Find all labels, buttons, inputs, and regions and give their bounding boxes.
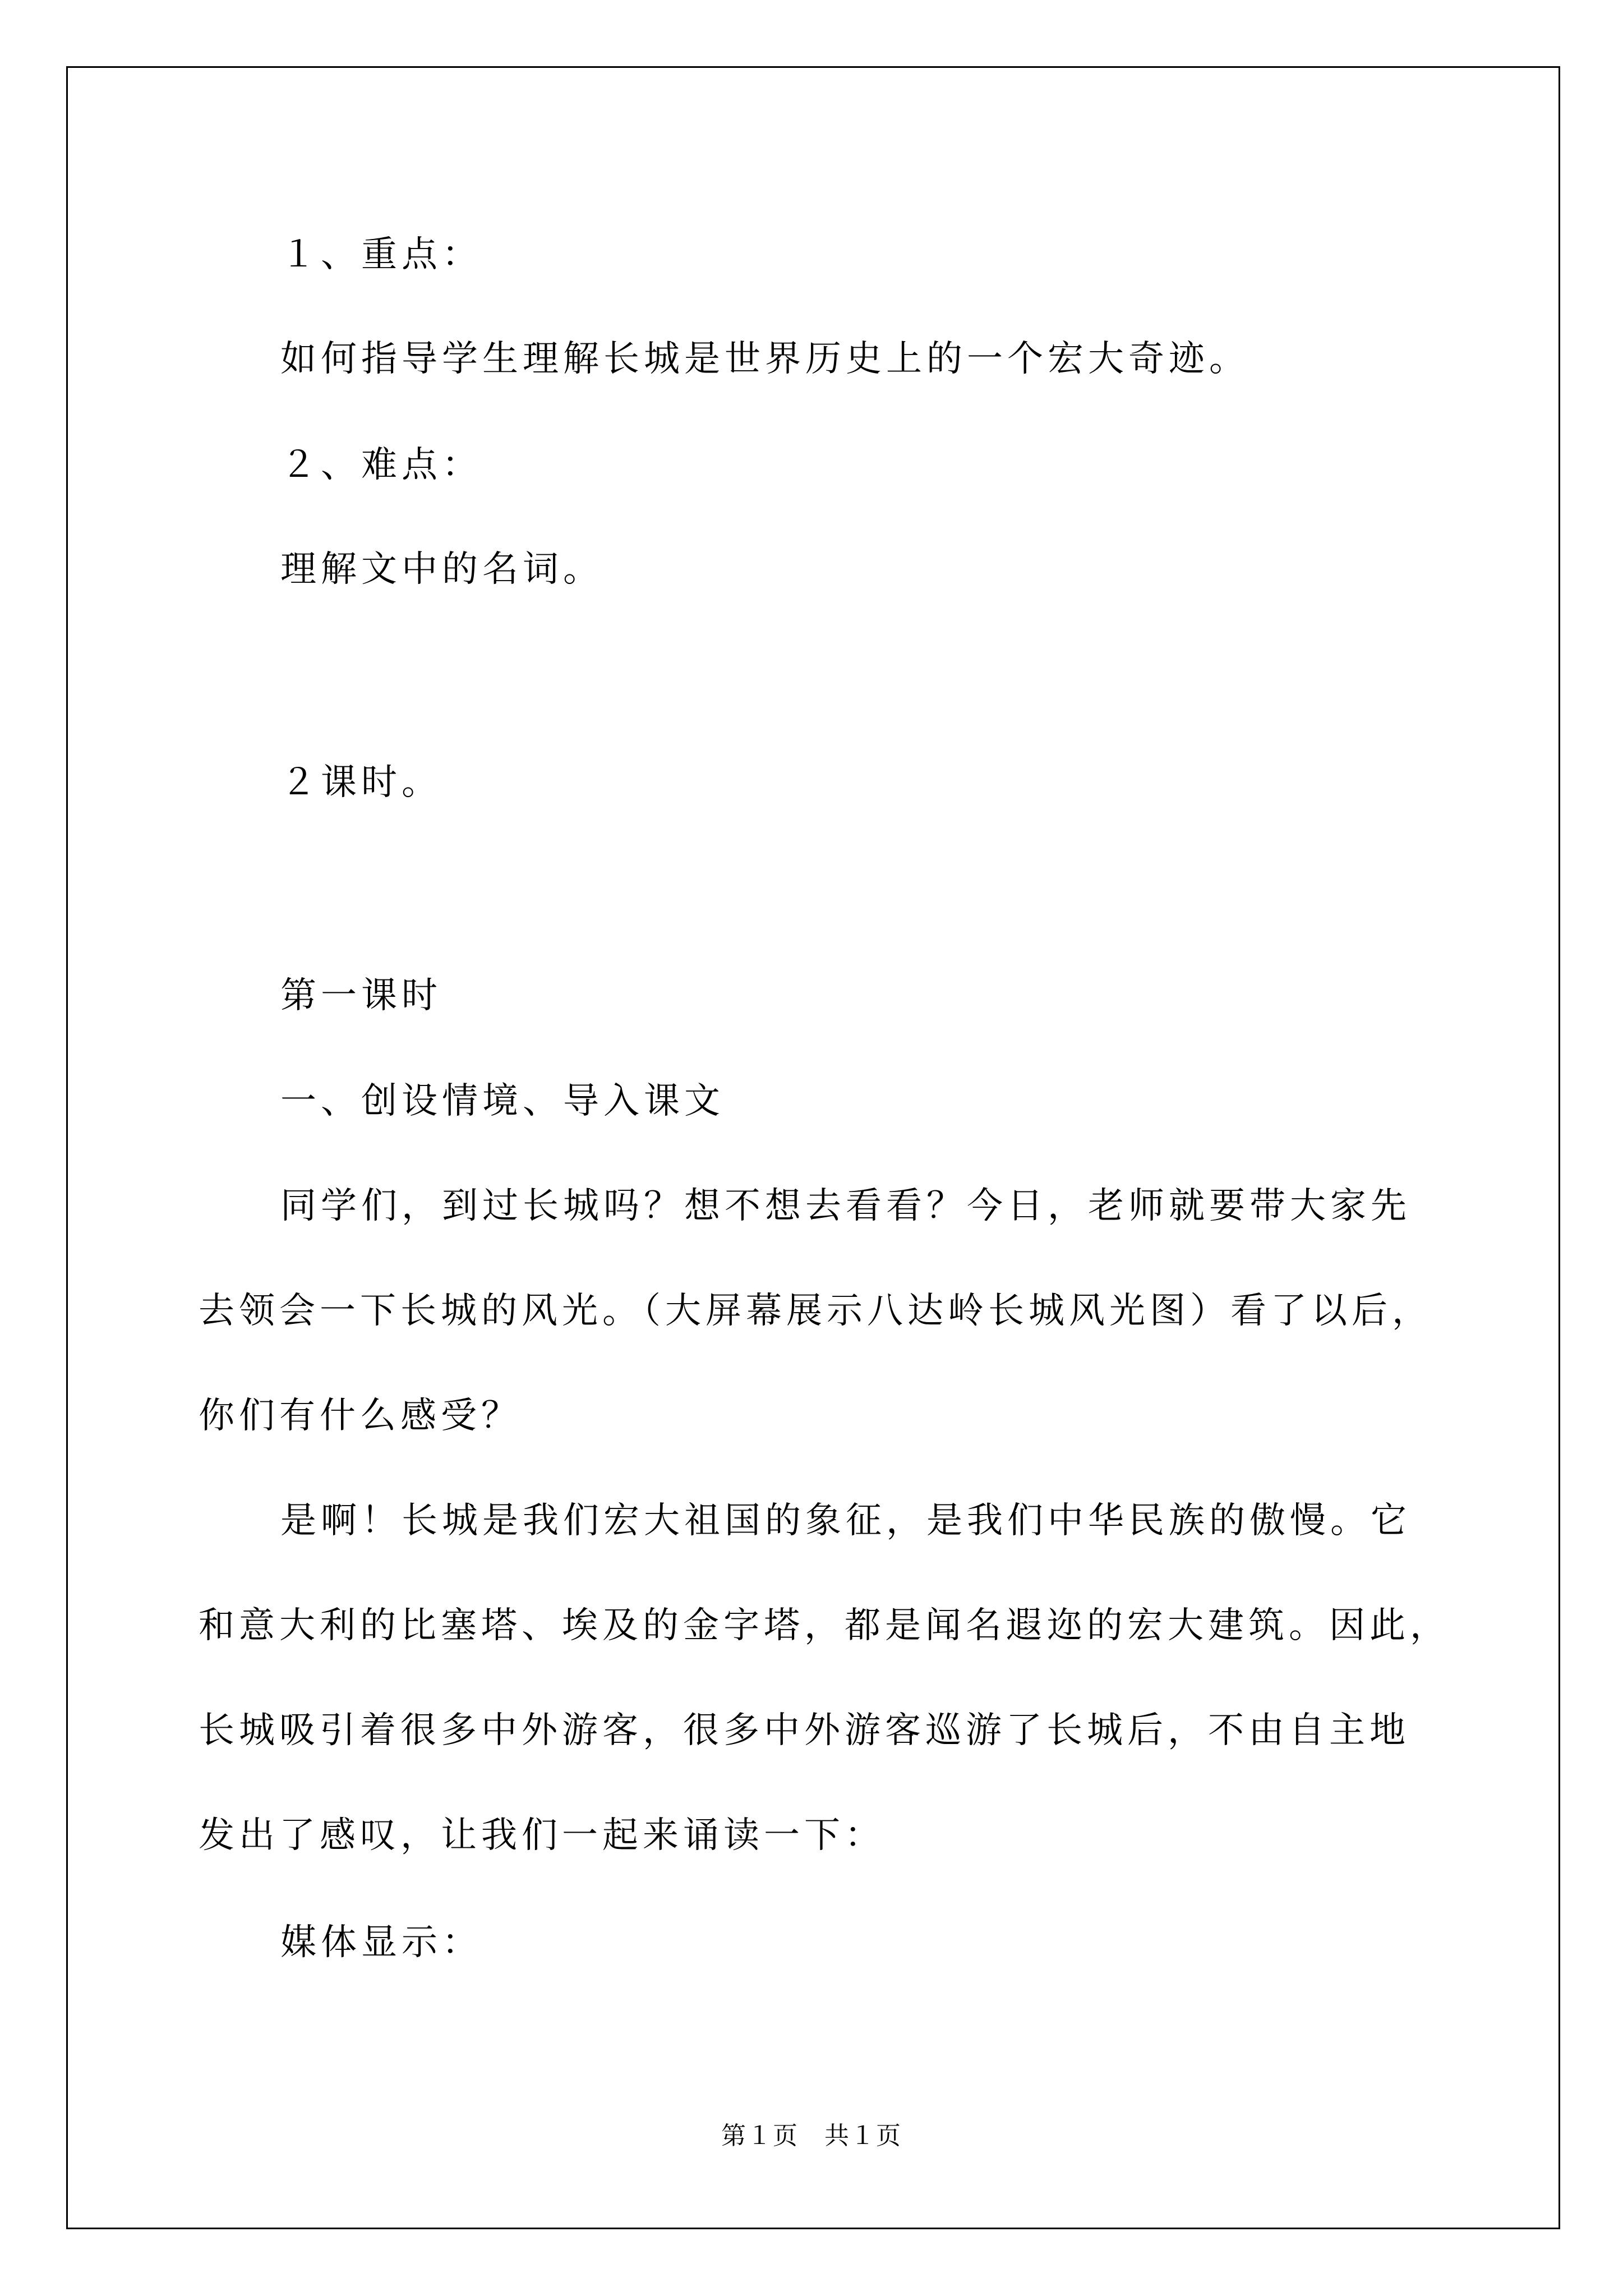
paragraph-1-line-1: 同学们，到过长城吗？想不想去看看？今日，老师就要带大家先 — [280, 1185, 1411, 1227]
paragraph-2-line-2: 和意大利的比塞塔、埃及的金字塔，都是闻名遐迩的宏大建筑。因此， — [199, 1605, 1450, 1646]
section-heading-intro: 一、创设情境、导入课文 — [280, 1080, 725, 1122]
media-display-label: 媒体显示： — [280, 1922, 482, 1963]
page-border — [66, 66, 1560, 2229]
paragraph-2-line-1: 是啊！长城是我们宏大祖国的象征，是我们中华民族的傲慢。它 — [280, 1500, 1411, 1542]
first-lesson-heading: 第一课时 — [280, 975, 442, 1016]
key-point-text: 如何指导学生理解长城是世界历史上的一个宏大奇迹。 — [280, 338, 1249, 380]
class-hours-text: ２课时。 — [280, 762, 442, 803]
paragraph-2-line-3: 长城吸引着很多中外游客，很多中外游客巡游了长城后，不由自主地 — [199, 1710, 1410, 1751]
key-point-heading: １、重点： — [280, 234, 482, 275]
paragraph-1-line-2: 去领会一下长城的风光。（大屏幕展示八达岭长城风光图）看了以后， — [199, 1290, 1432, 1332]
difficulty-text: 理解文中的名词。 — [280, 549, 603, 590]
paragraph-1-line-3: 你们有什么感受？ — [199, 1395, 522, 1437]
paragraph-2-line-4: 发出了感叹，让我们一起来诵读一下： — [199, 1815, 885, 1856]
difficulty-heading: ２、难点： — [280, 444, 482, 486]
page-number-footer: 第１页 共１页 — [721, 2122, 902, 2150]
